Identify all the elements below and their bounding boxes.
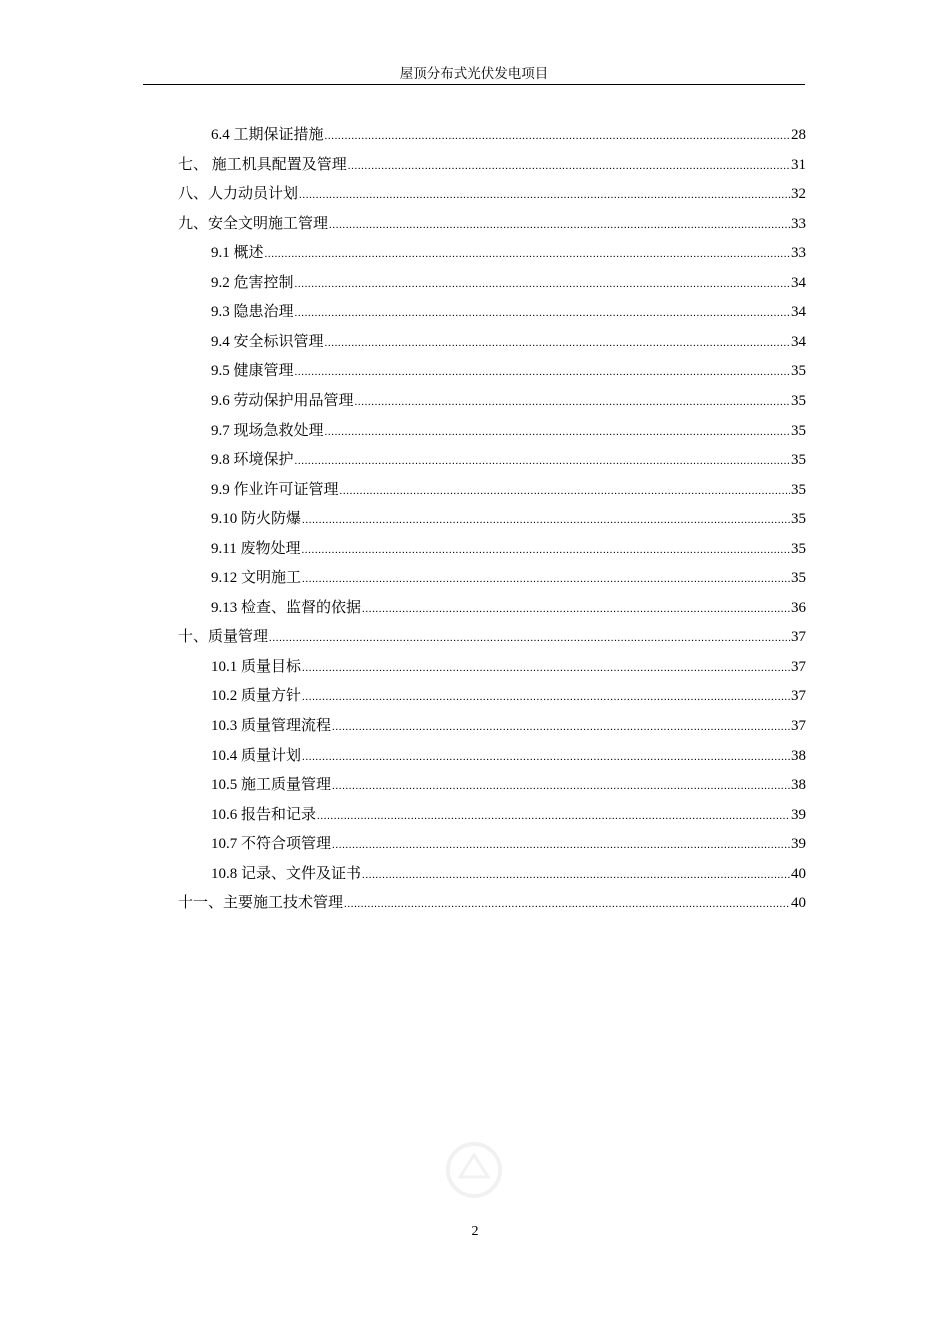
toc-entry-page: 33	[791, 245, 806, 262]
toc-entry-title: 10.7 不符合项管理	[211, 836, 332, 853]
toc-leader-dots	[295, 361, 790, 382]
toc-leader-dots	[362, 598, 790, 619]
toc-entry-title: 10.4 质量计划	[211, 747, 302, 764]
toc-entry-page: 40	[791, 865, 806, 882]
toc-entry-title: 9.2 危害控制	[211, 274, 294, 291]
toc-entry-page: 35	[791, 422, 806, 439]
toc-entry[interactable]	[211, 272, 806, 294]
toc-entry[interactable]	[211, 301, 806, 323]
toc-entry-title: 9.4 安全标识管理	[211, 333, 324, 350]
toc-entry-title: 十一、主要施工技术管理	[178, 895, 344, 912]
toc-entry[interactable]	[211, 390, 806, 412]
toc-entry-title: 9.6 劳动保护用品管理	[211, 392, 354, 409]
toc-entry-page: 37	[791, 718, 806, 734]
toc-leader-dots	[302, 568, 790, 589]
toc-leader-dots	[302, 509, 790, 530]
toc-leader-dots	[302, 657, 790, 678]
toc-entry[interactable]	[178, 154, 806, 176]
toc-entry-title: 9.11 废物处理	[211, 540, 301, 557]
toc-entry-title: 9.13 检查、监督的依据	[211, 599, 362, 616]
toc-entry-title: 九、安全文明施工管理	[178, 215, 329, 232]
toc-leader-dots	[325, 421, 790, 442]
toc-entry-page: 35	[791, 363, 806, 380]
toc-leader-dots	[269, 627, 790, 648]
toc-entry-title: 10.5 施工质量管理	[211, 777, 332, 794]
toc-entry-page: 38	[791, 777, 806, 794]
toc-entry-page: 28	[791, 127, 806, 143]
toc-leader-dots	[329, 214, 790, 235]
toc-entry[interactable]	[211, 774, 806, 796]
toc-entry[interactable]	[178, 183, 806, 205]
toc-entry-page: 39	[791, 806, 806, 823]
toc-entry[interactable]	[211, 833, 806, 855]
toc-entry[interactable]	[178, 892, 806, 914]
page-number: 2	[471, 1224, 479, 1239]
toc-entry-title: 10.1 质量目标	[211, 658, 302, 675]
toc-entry[interactable]	[211, 242, 806, 264]
toc-entry[interactable]	[211, 685, 806, 707]
toc-entry-page: 31	[791, 156, 806, 173]
toc-leader-dots	[295, 273, 790, 294]
toc-leader-dots	[355, 391, 790, 412]
toc-entry[interactable]	[178, 626, 806, 648]
watermark-logo-icon	[432, 1137, 516, 1203]
toc-entry[interactable]	[211, 360, 806, 382]
toc-entry-title: 十、质量管理	[178, 629, 269, 646]
toc-entry-title: 9.1 概述	[211, 245, 264, 262]
toc-entry-title: 10.2 质量方针	[211, 688, 302, 705]
toc-entry[interactable]	[211, 656, 806, 678]
toc-entry-page: 35	[791, 481, 806, 498]
toc-entry-title: 9.5 健康管理	[211, 363, 294, 380]
toc-leader-dots	[302, 686, 790, 707]
toc-entry-page: 37	[791, 688, 806, 705]
toc-entry[interactable]	[211, 420, 806, 442]
toc-entry-title: 9.12 文明施工	[211, 570, 302, 587]
toc-entry-page: 35	[791, 570, 806, 587]
toc-leader-dots	[317, 805, 790, 826]
toc-leader-dots	[325, 332, 790, 353]
toc-entry-page: 35	[791, 540, 806, 557]
toc-entry[interactable]	[211, 331, 806, 353]
toc-entry-page: 34	[791, 274, 806, 291]
toc-entry-page: 37	[791, 658, 806, 675]
toc-entry-title: 七、 施工机具配置及管理	[178, 156, 347, 173]
toc-leader-dots	[332, 716, 790, 737]
toc-leader-dots	[295, 302, 790, 323]
toc-entry-title: 6.4 工期保证措施	[211, 127, 324, 143]
toc-entry-title: 10.8 记录、文件及证书	[211, 865, 362, 882]
toc-entry-title: 9.8 环境保护	[211, 452, 294, 469]
toc-entry[interactable]	[211, 567, 806, 589]
toc-entry-page: 36	[791, 599, 806, 616]
toc-entry[interactable]	[211, 715, 806, 737]
toc-leader-dots	[325, 125, 790, 146]
toc-entry[interactable]	[211, 597, 806, 619]
toc-entry-title: 10.6 报告和记录	[211, 806, 317, 823]
toc-entry[interactable]	[211, 538, 806, 560]
toc-entry[interactable]	[211, 449, 806, 471]
toc-entry[interactable]	[211, 804, 806, 826]
toc-entry-page: 34	[791, 333, 806, 350]
toc-entry-page: 35	[791, 392, 806, 409]
toc-entry-page: 34	[791, 304, 806, 321]
toc-entry-title: 9.3 隐患治理	[211, 304, 294, 321]
toc-entry-title: 9.7 现场急救处理	[211, 422, 324, 439]
toc-leader-dots	[344, 893, 790, 914]
toc-entry-page: 35	[791, 452, 806, 469]
toc-leader-dots	[362, 864, 790, 885]
toc-leader-dots	[332, 775, 790, 796]
toc-leader-dots	[348, 155, 790, 176]
toc-leader-dots	[301, 539, 790, 560]
toc-entry-title: 9.10 防火防爆	[211, 511, 302, 528]
toc-entry-page: 32	[791, 186, 806, 203]
toc-entry-page: 40	[791, 895, 806, 912]
toc-leader-dots	[332, 834, 790, 855]
toc-entry[interactable]	[211, 124, 806, 146]
toc-entry[interactable]	[211, 479, 806, 501]
toc-entry-page: 33	[791, 215, 806, 232]
toc-entry[interactable]	[211, 745, 806, 767]
toc-entry-page: 38	[791, 747, 806, 764]
toc-leader-dots	[340, 480, 790, 501]
toc-entry[interactable]	[178, 213, 806, 235]
toc-entry-title: 八、人力动员计划	[178, 186, 299, 203]
toc-leader-dots	[299, 184, 790, 205]
page-header	[143, 64, 805, 85]
toc-entry-page: 39	[791, 836, 806, 853]
toc-leader-dots	[302, 746, 790, 767]
toc-entry[interactable]	[211, 508, 806, 530]
toc-entry-title: 9.9 作业许可证管理	[211, 481, 339, 498]
toc-entry-page: 37	[791, 629, 806, 646]
header-title: 屋顶分布式光伏发电项目	[399, 66, 549, 81]
toc-leader-dots	[295, 450, 790, 471]
toc-leader-dots	[265, 243, 790, 264]
toc-entry-page: 35	[791, 511, 806, 528]
toc-entry[interactable]	[211, 863, 806, 885]
toc-entry-title: 10.3 质量管理流程	[211, 718, 332, 734]
